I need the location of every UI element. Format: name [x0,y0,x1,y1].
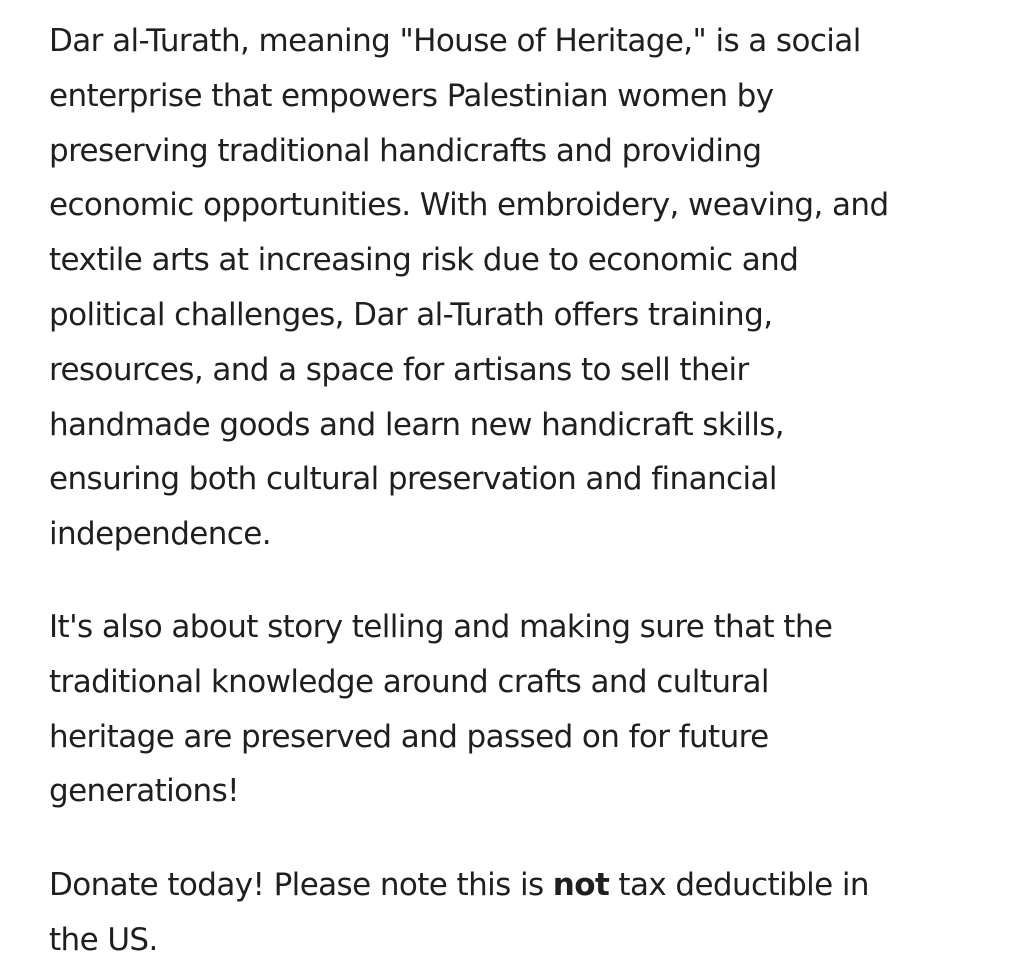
text-line: heritage are preserved and passed on for future [49,718,769,755]
text-line: the US. [49,921,158,958]
text-line: economic opportunities. With embroidery, weaving, and [49,187,889,224]
text-line: Dar al-Turath, meaning "House of Heritage," is a social [49,23,861,59]
text-line: It's also about story telling and making sure that the [49,608,833,645]
donate-text-after: tax deductible in [609,867,869,904]
text-line: traditional knowledge around crafts and cultural [49,663,769,700]
text-line: preserving traditional handicrafts and providing [49,132,762,169]
text-line: textile arts at increasing risk due to economic and [49,242,799,279]
not-emphasis: not [552,867,610,904]
description-content [49,14,989,968]
text-line: handmade goods and learn new handicraft skills, [49,406,785,443]
text-line: political challenges, Dar al-Turath offers training, [49,296,773,333]
text-line: enterprise that empowers Palestinian women by [49,77,774,114]
text-line: ensuring both cultural preservation and financial [49,461,777,498]
story-paragraph [49,600,989,819]
text-line: resources, and a space for artisans to sell their [49,351,749,388]
donate-text-before: Donate today! Please note this is [49,867,553,904]
intro-paragraph [49,14,989,562]
donate-line [49,858,989,913]
text-line: independence. [49,516,271,553]
donate-paragraph [49,858,989,968]
text-line: generations! [49,773,239,810]
